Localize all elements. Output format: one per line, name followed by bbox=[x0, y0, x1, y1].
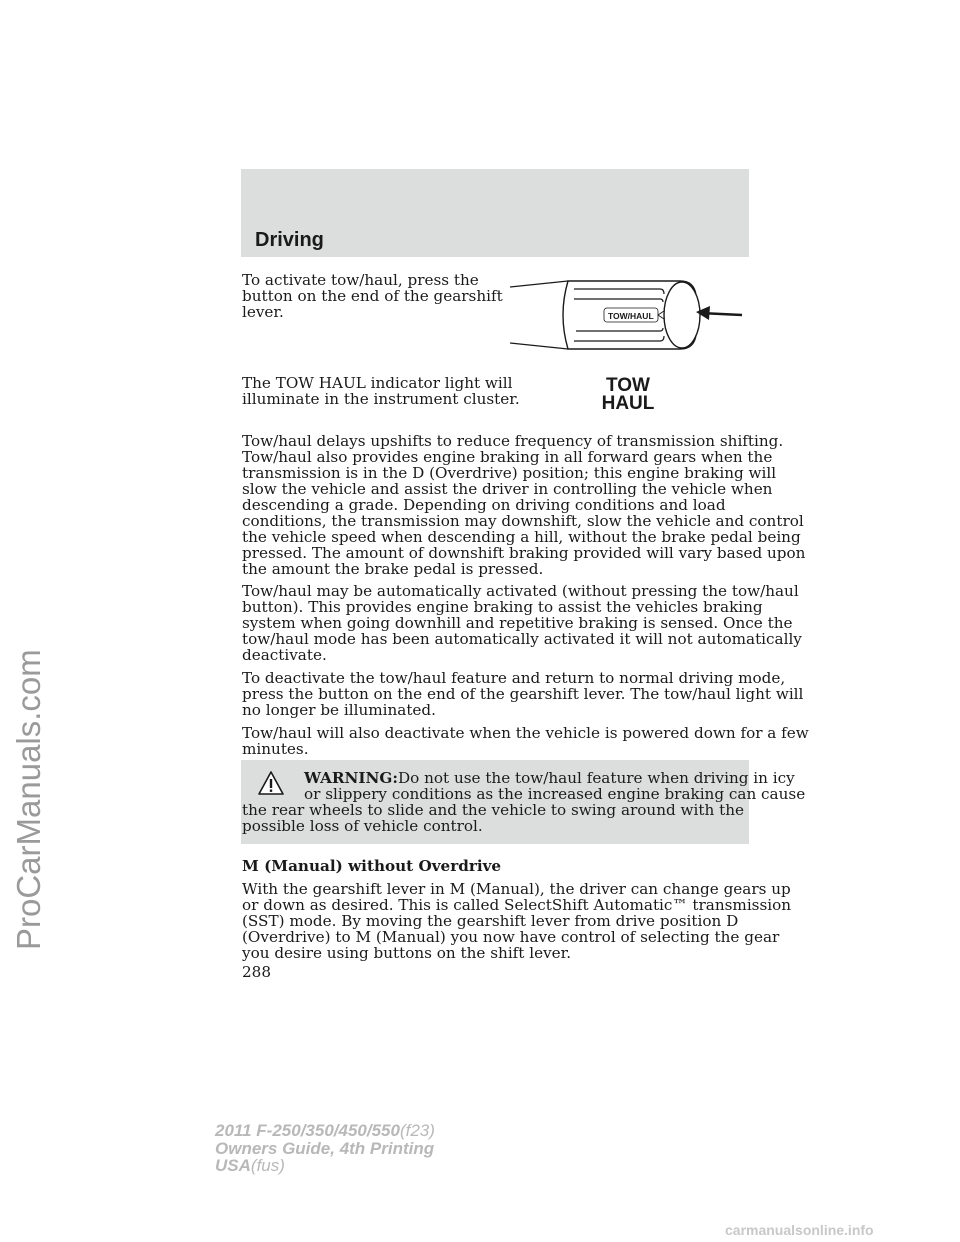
text-line: button on the end of the gearshift bbox=[242, 287, 503, 305]
text-line: With the gearshift lever in M (Manual), the driver can change gears up bbox=[242, 880, 791, 898]
text-line: (Overdrive) to M (Manual) you now have control of selecting the gear bbox=[242, 928, 780, 946]
text-line: lever. bbox=[242, 303, 284, 321]
text-line: the rear wheels to slide and the vehicle to swing around with the bbox=[242, 801, 744, 819]
text-line: descending a grade. Depending on driving conditions and load bbox=[242, 496, 726, 514]
footer-edition: 2011 F-250/350/450/550(f23) Owners Guide, 4th Printing USA(fus) bbox=[215, 1121, 435, 1175]
tow-haul-button-label: TOW/HAUL bbox=[608, 311, 654, 321]
warning-icon bbox=[258, 771, 284, 795]
warning-continuation bbox=[242, 802, 744, 834]
text-line: the amount the brake pedal is pressed. bbox=[242, 560, 544, 578]
paragraph bbox=[242, 583, 802, 663]
warning-label: WARNING: bbox=[304, 769, 398, 787]
side-watermark: ProCarManuals.com bbox=[10, 649, 47, 950]
text-line: no longer be illuminated. bbox=[242, 701, 436, 719]
indicator-paragraph bbox=[242, 375, 520, 407]
warning-line: or slippery conditions as the increased engine braking can cause bbox=[304, 785, 806, 803]
text-line: pressed. The amount of downshift braking provided will vary based upon bbox=[242, 544, 806, 562]
paragraph bbox=[242, 881, 791, 961]
text-line: the vehicle speed when descending a hill, without the brake pedal being bbox=[242, 528, 801, 546]
page-number: 288 bbox=[242, 963, 271, 981]
site-brand: carmanualsonline.info bbox=[725, 1222, 874, 1238]
text-line: Tow/haul delays upshifts to reduce frequency of transmission shifting. bbox=[242, 432, 784, 450]
text-line: you desire using buttons on the shift lever. bbox=[242, 944, 572, 962]
gearshift-lever-figure bbox=[510, 275, 750, 355]
text-line: system when going downhill and repetitive braking is sensed. Once the bbox=[242, 614, 793, 632]
tow-haul-indicator-icon: TOW HAUL bbox=[601, 375, 655, 414]
text-line: button). This provides engine braking to assist the vehicles braking bbox=[242, 598, 763, 616]
paragraph bbox=[242, 725, 809, 757]
subheading: M (Manual) without Overdrive bbox=[242, 857, 502, 875]
text-line: Tow/haul may be automatically activated (without pressing the tow/haul bbox=[242, 582, 799, 600]
text-line: transmission is in the D (Overdrive) position; this engine braking will bbox=[242, 464, 777, 482]
intro-paragraph bbox=[242, 272, 503, 320]
text-line: Tow/haul also provides engine braking in all forward gears when the bbox=[242, 448, 773, 466]
text-line: illuminate in the instrument cluster. bbox=[242, 390, 520, 408]
paragraph bbox=[242, 433, 805, 577]
section-title: Driving bbox=[255, 229, 324, 251]
text-line: conditions, the transmission may downshift, slow the vehicle and control bbox=[242, 512, 804, 530]
paragraph bbox=[242, 670, 803, 718]
text-line: deactivate. bbox=[242, 646, 327, 664]
text-line: or down as desired. This is called SelectShift Automatic™ transmission bbox=[242, 896, 792, 914]
text-line: The TOW HAUL indicator light will bbox=[242, 374, 513, 392]
warning-first-line bbox=[304, 770, 795, 786]
text-line: press the button on the end of the gearshift lever. The tow/haul light will bbox=[242, 685, 804, 703]
section-header bbox=[241, 169, 749, 257]
text-line: To deactivate the tow/haul feature and return to normal driving mode, bbox=[242, 669, 786, 687]
text-line: tow/haul mode has been automatically activated it will not automatically bbox=[242, 630, 802, 648]
warning-box bbox=[241, 760, 806, 844]
warning-text: Do not use the tow/haul feature when driving in icy bbox=[397, 769, 795, 787]
text-line: Tow/haul will also deactivate when the vehicle is powered down for a few bbox=[242, 724, 809, 742]
text-line: (SST) mode. By moving the gearshift lever from drive position D bbox=[242, 912, 739, 930]
text-line: slow the vehicle and assist the driver in controlling the vehicle when bbox=[242, 480, 773, 498]
text-line: minutes. bbox=[242, 740, 309, 758]
text-line: possible loss of vehicle control. bbox=[242, 817, 483, 835]
text-line: To activate tow/haul, press the bbox=[242, 271, 479, 289]
